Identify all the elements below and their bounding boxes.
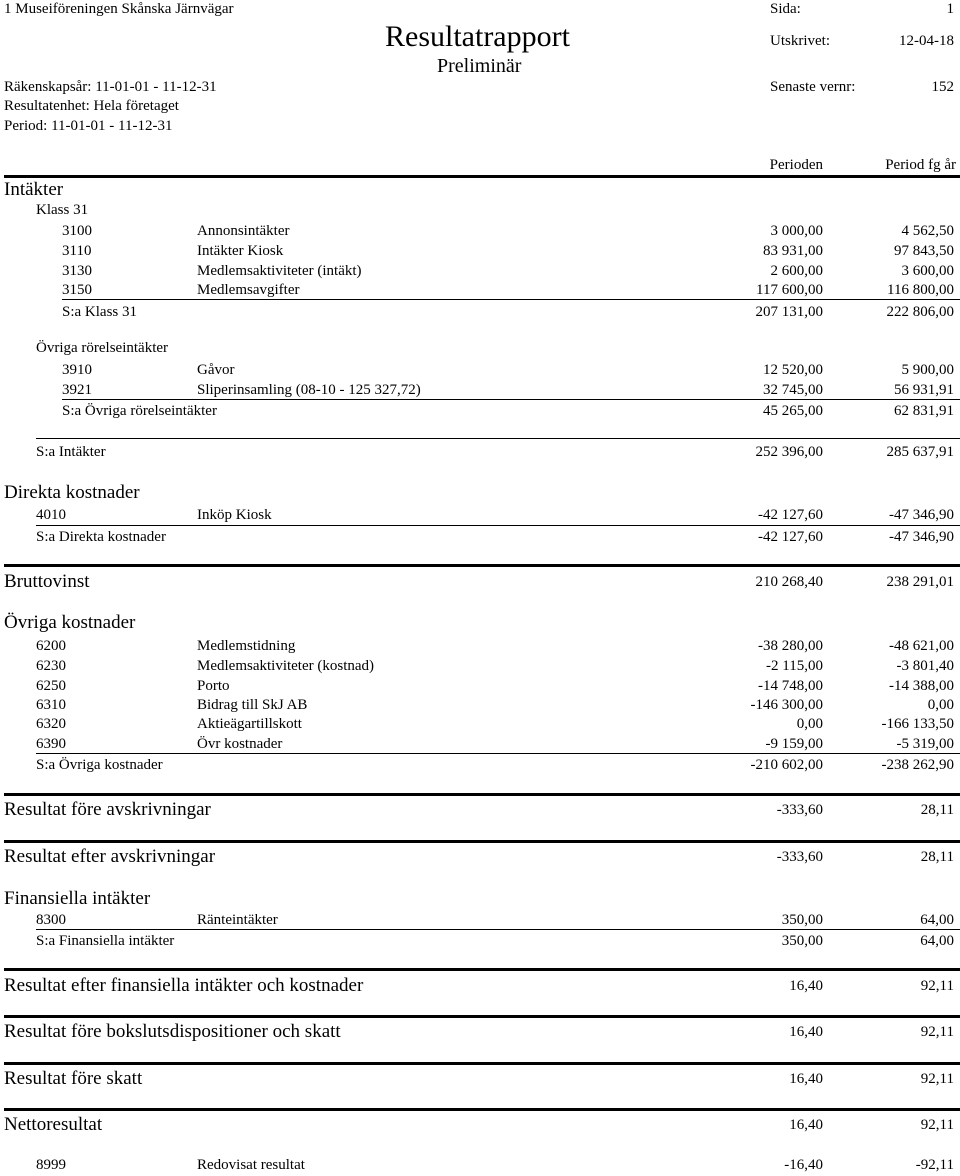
table-row: 6230 Medlemsaktiviteter (kostnad) -2 115,00 -3 801,40 xyxy=(36,658,954,674)
sum-divider xyxy=(36,438,960,439)
sum-row: S:a Finansiella intäkter 350,00 64,00 xyxy=(36,933,954,949)
group-heading: Övriga rörelseintäkter xyxy=(36,340,169,356)
version-number: 152 xyxy=(931,79,954,95)
table-row: 8999 Redovisat resultat -16,40 -92,11 xyxy=(36,1157,954,1173)
result-row: Resultat före avskrivningar -333,60 28,11 xyxy=(4,799,954,820)
fiscal-year: Räkenskapsår: 11-01-01 - 11-12-31 xyxy=(4,79,217,95)
table-row: 6200 Medlemstidning -38 280,00 -48 621,00 xyxy=(36,638,954,654)
result-row: Resultat efter avskrivningar -333,60 28,11 xyxy=(4,846,954,867)
result-row: Resultat efter finansiella intäkter och kostnader 16,40 92,11 xyxy=(4,975,954,996)
header-divider xyxy=(4,175,960,178)
report-period: Period: 11-01-01 - 11-12-31 xyxy=(4,118,173,134)
report-title: Resultatrapport xyxy=(385,20,570,53)
section-heading: Övriga kostnader xyxy=(4,612,136,633)
table-row: 3150 Medlemsavgifter 117 600,00 116 800,00 xyxy=(62,282,954,298)
table-row: 4010 Inköp Kiosk -42 127,60 -47 346,90 xyxy=(36,507,954,523)
table-row: 3130 Medlemsaktiviteter (intäkt) 2 600,00 3 600,00 xyxy=(62,263,954,279)
group-heading: Klass 31 xyxy=(36,202,89,218)
result-row: Bruttovinst 210 268,40 238 291,01 xyxy=(4,571,954,592)
table-row: 3110 Intäkter Kiosk 83 931,00 97 843,50 xyxy=(62,243,954,259)
table-row: 6320 Aktieägartillskott 0,00 -166 133,50 xyxy=(36,716,954,732)
sum-row: S:a Övriga rörelseintäkter 45 265,00 62 831,91 xyxy=(62,403,954,419)
sum-row: S:a Klass 31 207 131,00 222 806,00 xyxy=(62,304,954,320)
result-row: Resultat före skatt 16,40 92,11 xyxy=(4,1068,954,1089)
sum-divider xyxy=(36,929,960,930)
sum-row: S:a Intäkter 252 396,00 285 637,91 xyxy=(36,444,954,460)
table-row: 6390 Övr kostnader -9 159,00 -5 319,00 xyxy=(36,736,954,752)
table-row: 3910 Gåvor 12 520,00 5 900,00 xyxy=(62,362,954,378)
result-divider xyxy=(4,1062,960,1065)
result-divider xyxy=(4,1108,960,1111)
column-header-previous-year: Period fg år xyxy=(885,157,956,173)
sum-row: S:a Direkta kostnader -42 127,60 -47 346,90 xyxy=(36,529,954,545)
section-heading: Direkta kostnader xyxy=(4,482,140,503)
result-divider xyxy=(4,968,960,971)
table-row: 6310 Bidrag till SkJ AB -146 300,00 0,00 xyxy=(36,697,954,713)
section-heading: Finansiella intäkter xyxy=(4,888,151,909)
table-row: 3100 Annonsintäkter 3 000,00 4 562,50 xyxy=(62,223,954,239)
sum-divider xyxy=(36,753,960,754)
sum-row: S:a Övriga kostnader -210 602,00 -238 262,90 xyxy=(36,757,954,773)
result-row: Nettoresultat 16,40 92,11 xyxy=(4,1114,954,1135)
sum-divider xyxy=(62,299,960,300)
report-subtitle: Preliminär xyxy=(437,55,522,77)
section-heading: Intäkter xyxy=(4,179,64,200)
result-divider xyxy=(4,793,960,796)
printed-label: Utskrivet: xyxy=(770,33,830,49)
table-row: 6250 Porto -14 748,00 -14 388,00 xyxy=(36,678,954,694)
result-divider xyxy=(4,564,960,567)
result-divider xyxy=(4,840,960,843)
sum-divider xyxy=(62,399,960,400)
table-row: 8300 Ränteintäkter 350,00 64,00 xyxy=(36,912,954,928)
result-unit: Resultatenhet: Hela företaget xyxy=(4,98,179,114)
version-label: Senaste vernr: xyxy=(770,79,856,95)
printed-date: 12-04-18 xyxy=(899,33,954,49)
result-row: Resultat före bokslutsdispositioner och skatt 16,40 92,11 xyxy=(4,1021,954,1042)
page-number: 1 xyxy=(946,1,954,17)
organization-name: 1 Museiföreningen Skånska Järnvägar xyxy=(4,1,234,17)
column-header-period: Perioden xyxy=(769,157,823,173)
table-row: 3921 Sliperinsamling (08-10 - 125 327,72) 32 745,00 56 931,91 xyxy=(62,382,954,398)
sum-divider xyxy=(36,525,960,526)
result-divider xyxy=(4,1015,960,1018)
page-label: Sida: xyxy=(770,1,801,17)
